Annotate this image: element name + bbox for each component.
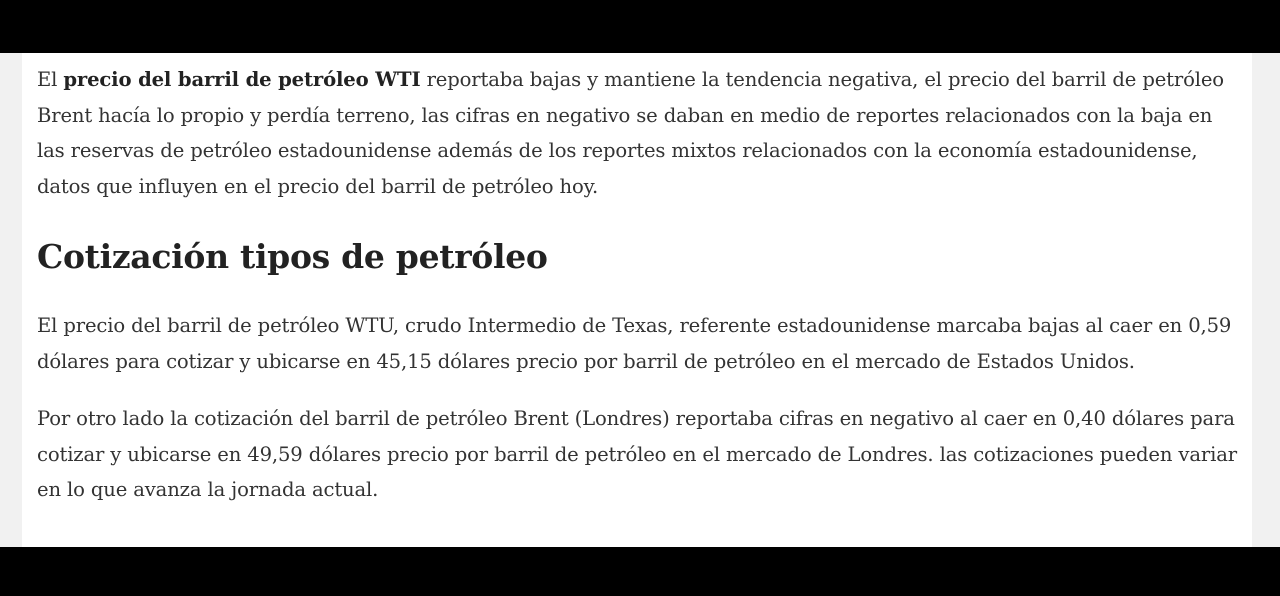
page-viewport — [0, 53, 1280, 547]
intro-paragraph — [37, 62, 1238, 204]
wti-price-paragraph: El precio del barril de petróleo WTU, crudo Intermedio de Texas, referente estadounidense marcaba bajas al caer en 0,59 dólares para cotizar y ubicarse en 45,15 dólares precio por barril de petróleo en el mercado de Estados Unidos. — [37, 314, 1232, 373]
intro-lead-text: El — [37, 68, 64, 91]
intro-rest-text: reportaba bajas y mantiene la tendencia negativa, el precio del barril de petróleo Brent hacía lo propio y perdía terreno, las cifras en negativo se daban en medio de reportes relacionados con la baja en las reservas de petróleo estadounidense además de los reportes mixtos relacionados con la economía estadounidense, datos que influyen en el precio del barril de petróleo hoy. — [37, 68, 1224, 198]
brent-price-paragraph: Por otro lado la cotización del barril de petróleo Brent (Londres) reportaba cifras en negativo al caer en 0,40 dólares para cotizar y ubicarse en 49,59 dólares precio por barril de petróleo en el mercado de Londres. las cotizaciones pueden variar en lo que avanza la jornada actual. — [37, 407, 1237, 501]
section-heading: Cotización tipos de petróleo — [37, 237, 548, 276]
intro-bold-text: precio del barril de petróleo WTI — [63, 68, 421, 91]
article-body — [22, 53, 1252, 547]
